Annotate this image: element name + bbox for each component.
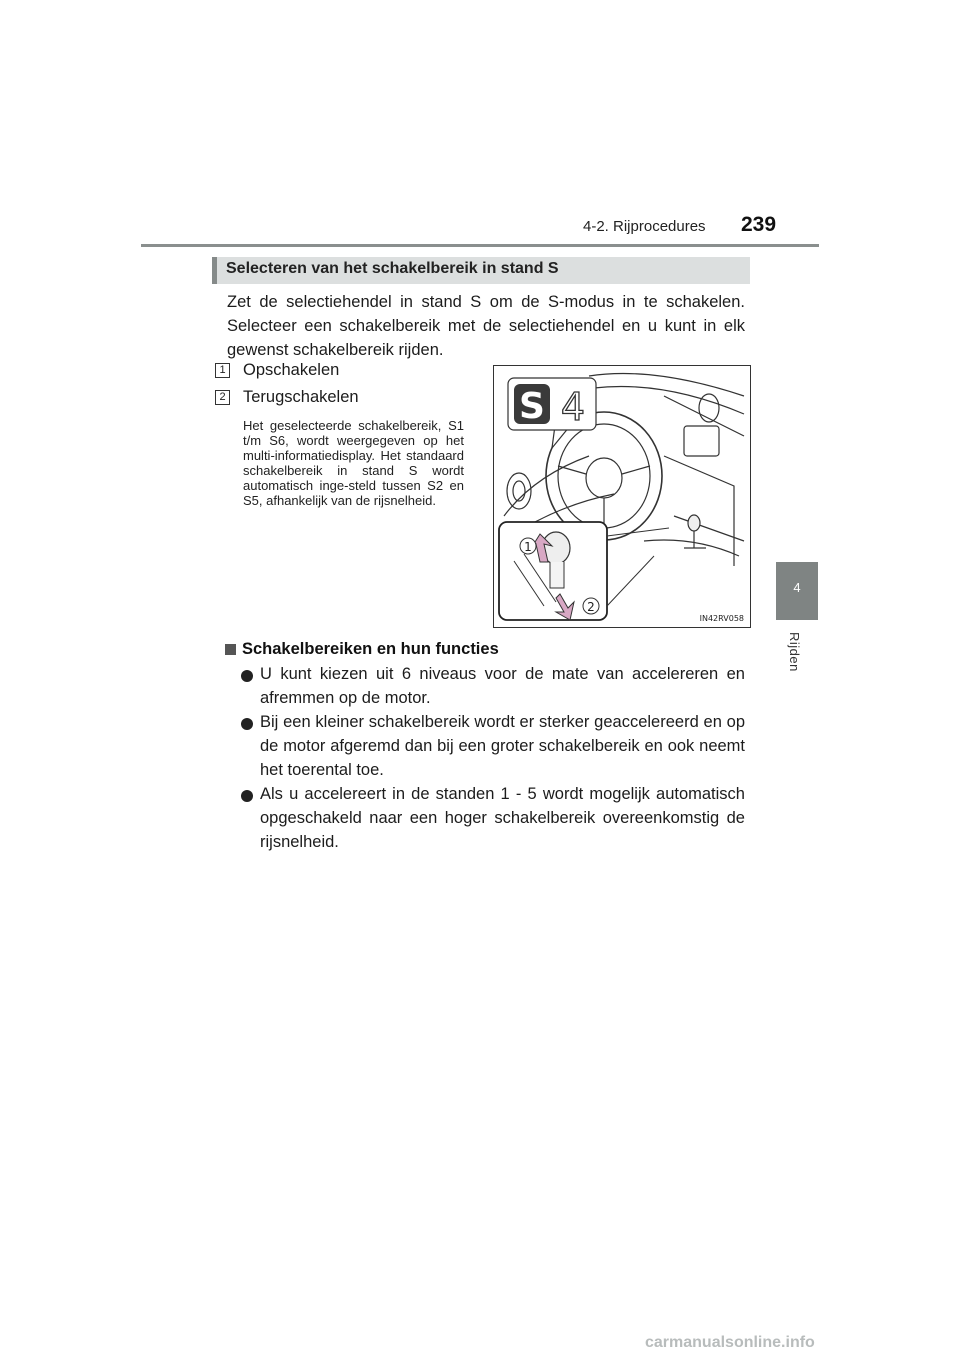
figure-code: IN42RV058 — [699, 614, 744, 623]
section-title: Selecteren van het schakelbereik in stand S — [226, 260, 559, 277]
dashboard-drawing — [494, 366, 750, 627]
intro-paragraph: Zet de selectiehendel in stand S om de S-modus in te schakelen. Selecteer een schakelbereik met de selectiehendel en u kunt in elk gewenst schakelbereik rijden. — [227, 293, 745, 359]
note-text: Het geselecteerde schakelbereik, S1 t/m S6, wordt weergegeven op het multi-informatiedisplay. Het standaard schakelbereik in stand S wordt automatisch inge-steld tussen S2 en S5, afhankelijk van de rijsnelheid. — [243, 418, 464, 508]
page-number: 239 — [741, 213, 777, 236]
bullet-text-2: Bij een kleiner schakelbereik wordt er sterker geaccelereerd en op de motor afgeremd dan bij een groter schakelbereik en ook neemt het toerental toe. — [260, 713, 745, 779]
bullet-text-1: U kunt kiezen uit 6 niveaus voor de mate van accelereren en afremmen op de motor. — [260, 665, 745, 707]
chapter-label: Rijden — [787, 632, 802, 672]
step-label-2: Terugschakelen — [243, 388, 359, 406]
section-heading-accent — [212, 257, 217, 284]
subsection-title: Schakelbereiken en hun functies — [242, 640, 499, 658]
chapter-tab: 4 — [776, 562, 818, 620]
section-header: 4-2. Rijprocedures — [583, 218, 706, 235]
watermark: carmanualsonline.info — [645, 1334, 815, 1351]
bullet-text-3: Als u accelereert in de standen 1 - 5 wordt mogelijk automatisch opgeschakeld naar een hoger schakelbereik overeenkomstig de rijsnelheid. — [260, 785, 745, 851]
step-label-1: Opschakelen — [243, 361, 340, 379]
shift-lever-illustration — [493, 365, 751, 628]
step-number-1: 1 — [215, 363, 230, 378]
subsection-marker — [225, 644, 236, 655]
callout-1: 1 — [524, 540, 532, 554]
lever-inset — [499, 522, 607, 620]
step-number-2: 2 — [215, 390, 230, 405]
display-digit: 4 — [560, 385, 586, 429]
bullet-dot-3 — [241, 790, 253, 802]
header-rule — [141, 244, 819, 247]
display-letter: S — [519, 386, 545, 427]
bullet-dot-1 — [241, 670, 253, 682]
callout-2: 2 — [587, 600, 595, 614]
bullet-dot-2 — [241, 718, 253, 730]
